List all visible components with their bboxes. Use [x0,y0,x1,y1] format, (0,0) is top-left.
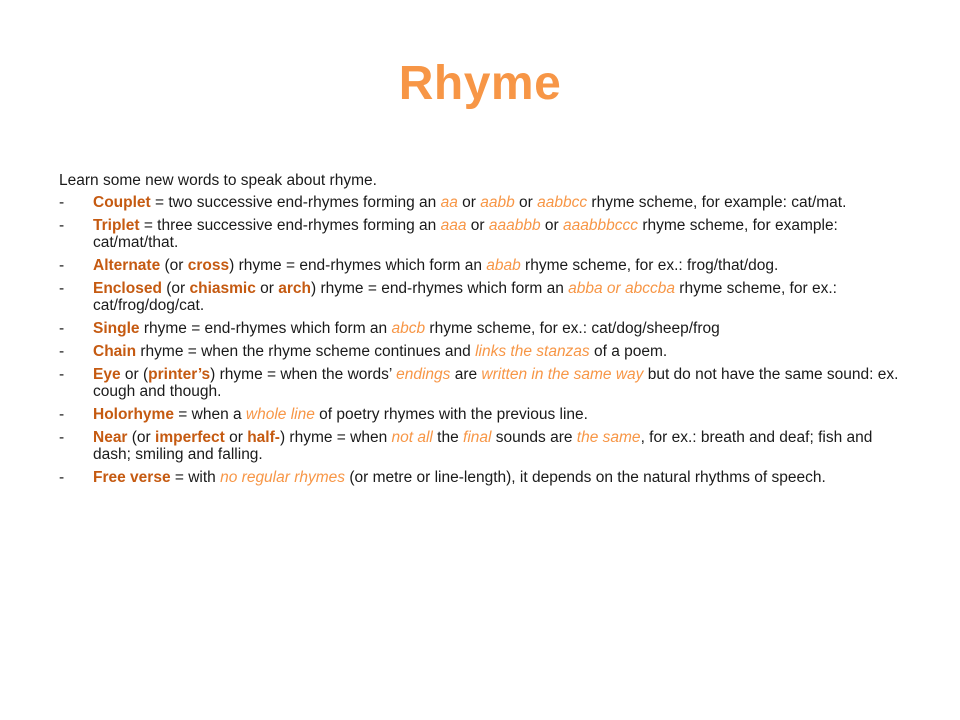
body-text: rhyme scheme, for ex.: frog/that/dog. [520,257,779,274]
body-text: = two successive end-rhymes forming an [150,194,441,211]
term-keyword: Triplet [93,217,140,234]
bullet-dash: - [59,280,65,297]
list-item [59,217,909,251]
bullet-dash: - [59,257,65,274]
list-item [59,320,909,337]
emphasis-text: aa [440,194,458,211]
intro-text: Learn some new words to speak about rhyme. [59,172,377,189]
list-item [59,469,909,486]
emphasis-text: aaabbb [488,217,541,234]
body-text: are [450,366,482,383]
term-keyword: Enclosed [93,280,162,297]
emphasis-text: the same [576,429,641,446]
emphasis-text: abab [486,257,521,274]
term-keyword: Eye [93,366,121,383]
body-text: rhyme scheme, for ex.: cat/dog/sheep/frog [425,320,720,337]
body-text: or [224,429,248,446]
body-text: , for ex.: breath and deaf; fish and dash; smiling and falling. [93,429,873,463]
slide-body [59,172,909,492]
body-text: ) rhyme = end-rhymes which form an [229,257,487,274]
slide-title: Rhyme [398,57,562,110]
rhyme-term-list [59,194,909,486]
body-text: the [432,429,464,446]
term-keyword: chiasmic [189,280,256,297]
list-item [59,366,909,400]
body-text: ) rhyme = when [279,429,392,446]
body-text: ) rhyme = end-rhymes which form an [311,280,569,297]
term-keyword: Holorhyme [93,406,174,423]
emphasis-text: aaa [440,217,467,234]
term-keyword: Couplet [93,194,151,211]
term-keyword: imperfect [155,429,225,446]
body-text: of poetry rhymes with the previous line. [314,406,588,423]
emphasis-text: not all [391,429,433,446]
emphasis-text: aaabbbccc [563,217,639,234]
body-text: = when a [173,406,246,423]
body-text: rhyme scheme, for example: cat/mat/that. [93,217,838,251]
emphasis-text: aabbcc [537,194,588,211]
term-keyword: Single [93,320,140,337]
list-item [59,406,909,423]
list-item [59,280,909,314]
term-keyword: Near [93,429,128,446]
emphasis-text: links the stanzas [475,343,590,360]
bullet-dash: - [59,429,65,446]
body-text: rhyme scheme, for ex.: cat/frog/dog/cat. [93,280,837,314]
list-item [59,257,909,274]
emphasis-text: written in the same way [481,366,644,383]
body-text: ) rhyme = when the words’ [210,366,397,383]
body-text: (or [127,429,156,446]
term-keyword: printer’s [148,366,211,383]
body-text: or [540,217,564,234]
emphasis-text: aabb [480,194,515,211]
body-text: (or [160,257,188,274]
body-text: or [255,280,279,297]
emphasis-text: whole line [245,406,315,423]
emphasis-text: abcb [391,320,426,337]
term-keyword: cross [187,257,230,274]
term-keyword: Free verse [93,469,171,486]
emphasis-text: final [463,429,492,446]
emphasis-text: abba or abccba [568,280,675,297]
body-text: or [514,194,538,211]
bullet-dash: - [59,406,65,423]
list-item [59,343,909,360]
emphasis-text: endings [396,366,451,383]
bullet-dash: - [59,320,65,337]
list-item [59,429,909,463]
bullet-dash: - [59,194,65,211]
term-keyword: half- [247,429,280,446]
bullet-dash: - [59,469,65,486]
body-text: or ( [120,366,149,383]
body-text: or [457,194,481,211]
term-keyword: Chain [93,343,137,360]
bullet-dash: - [59,217,65,234]
bullet-dash: - [59,343,65,360]
body-text: = three successive end-rhymes forming an [139,217,441,234]
body-text: but do not have the same sound: ex. cough and though. [93,366,899,400]
emphasis-text: no regular rhymes [220,469,346,486]
body-text: of a poem. [589,343,668,360]
body-text: rhyme = end-rhymes which form an [139,320,392,337]
term-keyword: arch [278,280,311,297]
body-text: rhyme = when the rhyme scheme continues and [136,343,476,360]
term-keyword: Alternate [93,257,161,274]
body-text: sounds are [491,429,577,446]
bullet-dash: - [59,366,65,383]
body-text: (or [161,280,190,297]
body-text: (or metre or line-length), it depends on the natural rhythms of speech. [345,469,826,486]
body-text: or [466,217,489,234]
body-text: rhyme scheme, for example: cat/mat. [587,194,847,211]
body-text: = with [170,469,221,486]
list-item [59,194,909,211]
